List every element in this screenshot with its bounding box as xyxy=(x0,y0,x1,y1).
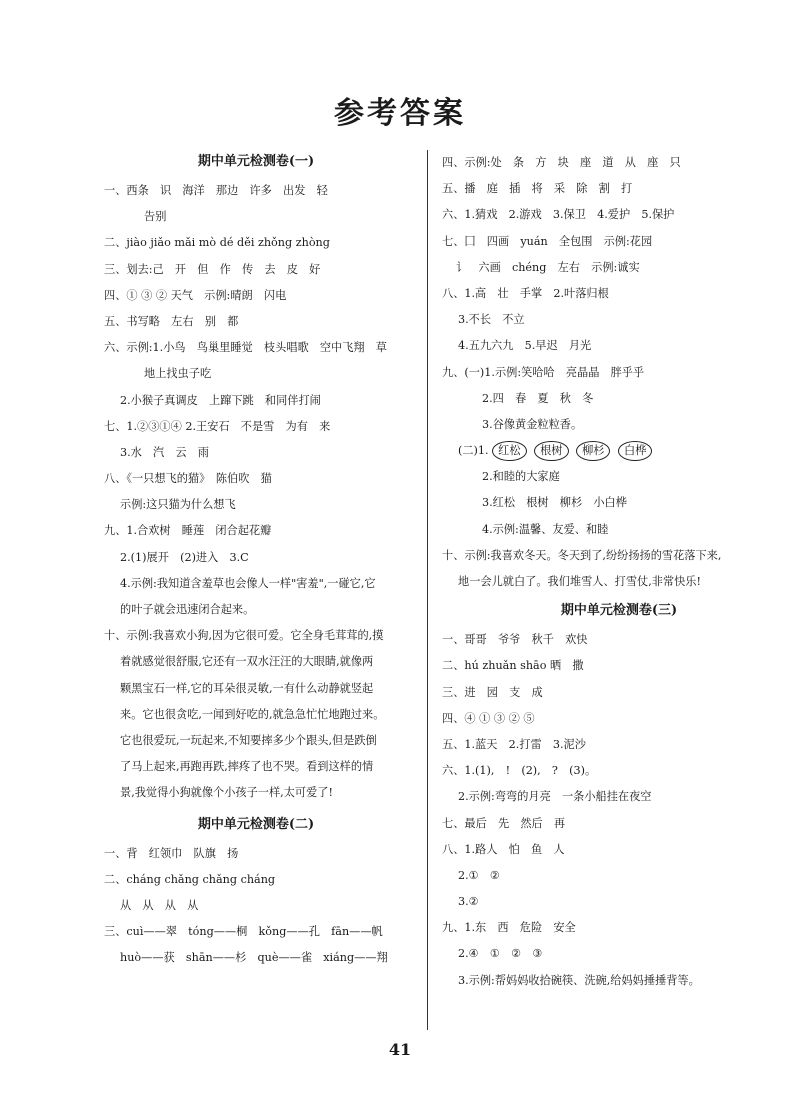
answer-line: 三、cuì——翠 tóng——桐 kǒng——孔 fān——帆 xyxy=(104,925,383,939)
left-column xyxy=(104,150,408,971)
answer-line: 从 从 从 从 xyxy=(120,898,199,912)
answer-line: 八、1.路人 怕 鱼 人 xyxy=(442,842,565,856)
answer-prefix: (二)1. xyxy=(458,444,489,458)
answer-line: 示例:这只猫为什么想飞 xyxy=(120,498,236,512)
answer-line: 七、1.②③①④ 2.王安石 不是雪 为有 来 xyxy=(104,419,331,433)
answer-line: 一、哥哥 爷爷 秋千 欢快 xyxy=(442,633,588,647)
circled-word: 根树 xyxy=(534,441,568,461)
answer-line: 十、示例:我喜欢冬天。冬天到了,纷纷扬扬的雪花落下来, xyxy=(442,548,722,562)
circled-word: 红松 xyxy=(492,441,526,461)
section-title: 期中单元检测卷(三) xyxy=(560,603,678,619)
answer-line: 六、示例:1.小鸟 鸟巢里睡觉 枝头唱歌 空中飞翔 草 xyxy=(104,341,387,355)
answer-line: 景,我觉得小狗就像个小孩子一样,太可爱了! xyxy=(120,786,333,800)
answer-line: 3.不长 不立 xyxy=(458,313,525,327)
answer-line: 2.示例:弯弯的月亮 一条小船挂在夜空 xyxy=(458,790,652,804)
answer-line: 2.(1)展开 (2)进入 3.C xyxy=(120,550,249,564)
page-number: 41 xyxy=(388,1040,412,1059)
answer-line: 六、1.(1), ! (2), ? (3)。 xyxy=(442,764,597,778)
answer-line: 3.水 汽 云 雨 xyxy=(120,445,209,459)
section-title: 期中单元检测卷(二) xyxy=(197,816,315,832)
answer-line: 2.① ② xyxy=(458,868,500,882)
answer-line: 的叶子就会迅速闭合起来。 xyxy=(120,603,255,616)
answer-line: 颗黑宝石一样,它的耳朵很灵敏,一有什么动静就竖起 xyxy=(120,681,374,695)
answer-line: 四、示例:处 条 方 块 座 道 从 座 只 xyxy=(442,156,681,169)
answer-line: 九、1.东 西 危险 安全 xyxy=(442,921,576,935)
answer-line: huò——获 shān——杉 què——雀 xiáng——翔 xyxy=(120,951,388,965)
answer-line: 2.四 春 夏 秋 冬 xyxy=(482,391,594,405)
answer-line: 2.④ ① ② ③ xyxy=(458,947,543,961)
answer-line: 地一会儿就白了。我们堆雪人、打雪仗,非常快乐! xyxy=(458,575,701,588)
answer-line: 七、最后 先 然后 再 xyxy=(442,816,566,830)
right-column xyxy=(442,150,796,994)
answer-line: 八、1.高 壮 手掌 2.叶落归根 xyxy=(442,286,609,300)
answer-line: 讠 六画 chéng 左右 示例:诚实 xyxy=(456,260,640,274)
column-divider xyxy=(427,150,428,1030)
answer-line: 来。它也很贪吃,一闻到好吃的,就急急忙忙地跑过来。 xyxy=(120,707,385,721)
answer-line: 告别 xyxy=(144,210,167,224)
answer-line: 二、jiào jiǎo mǎi mò dé děi zhǒng zhòng xyxy=(104,236,330,250)
answer-line: 地上找虫子吃 xyxy=(144,367,212,381)
answer-line: 六、1.猜戏 2.游戏 3.保卫 4.爱护 5.保护 xyxy=(442,208,675,222)
section-title: 期中单元检测卷(一) xyxy=(197,154,315,169)
answer-line: 2.小猴子真调皮 上蹿下跳 和同伴打闹 xyxy=(120,393,321,407)
answer-line: 九、1.合欢树 睡莲 闭合起花瓣 xyxy=(104,524,272,538)
answer-line: 五、播 庭 插 将 采 除 割 打 xyxy=(442,182,633,196)
answer-line: 4.示例:温馨、友爱、和睦 xyxy=(482,522,609,536)
answer-line: 五、书写略 左右 别 都 xyxy=(104,314,239,328)
answer-line: 三、进 园 支 成 xyxy=(442,685,543,699)
answer-line: 着就感觉很舒服,它还有一双水汪汪的大眼睛,就像两 xyxy=(120,655,374,669)
answer-line: 二、cháng chǎng chǎng cháng xyxy=(104,872,276,886)
answer-line: 九、(一)1.示例:笑哈哈 亮晶晶 胖乎乎 xyxy=(442,365,645,379)
answer-line: 四、④ ① ③ ② ⑤ xyxy=(442,711,535,725)
answer-line: 八、《一只想飞的猫》 陈伯吹 猫 xyxy=(104,472,272,486)
answer-line: 了马上起来,再跑再跌,摔疼了也不哭。看到这样的情 xyxy=(120,760,374,774)
answer-line: 4.示例:我知道含羞草也会像人一样"害羞",一碰它,它 xyxy=(120,576,376,590)
answer-line: 它也很爱玩,一玩起来,不知要摔多少个跟头,但是跌倒 xyxy=(120,733,377,747)
answer-line: 3.谷像黄金粒粒香。 xyxy=(482,417,583,431)
answer-line: 3.红松 根树 柳杉 小白桦 xyxy=(482,496,627,510)
answer-line: 四、① ③ ② 天气 示例:晴朗 闪电 xyxy=(104,288,287,302)
circled-words-line xyxy=(442,438,796,464)
answer-line: 3.② xyxy=(458,895,479,909)
answer-line: 3.示例:帮妈妈收拾碗筷、洗碗,给妈妈捶捶背等。 xyxy=(458,973,700,987)
circled-word: 柳杉 xyxy=(576,441,610,461)
answer-line: 一、西条 识 海洋 那边 许多 出发 轻 xyxy=(104,184,328,197)
answer-line: 2.和睦的大家庭 xyxy=(482,470,560,484)
answer-line: 4.五九六九 5.早迟 月光 xyxy=(458,339,592,353)
answer-line: 三、划去:己 开 但 作 传 去 皮 好 xyxy=(104,262,321,276)
circled-word: 白桦 xyxy=(618,441,652,461)
answer-line: 十、示例:我喜欢小狗,因为它很可爱。它全身毛茸茸的,摸 xyxy=(104,629,384,643)
answer-line: 五、1.蓝天 2.打雷 3.泥沙 xyxy=(442,737,586,751)
answer-line: 一、背 红领巾 队旗 扬 xyxy=(104,846,239,860)
page-title: 参考答案 xyxy=(334,96,466,131)
answer-line: 七、囗 四画 yuán 全包围 示例:花园 xyxy=(442,234,653,248)
answer-line: 二、hú zhuǎn shāo 晒 撒 xyxy=(442,659,584,673)
